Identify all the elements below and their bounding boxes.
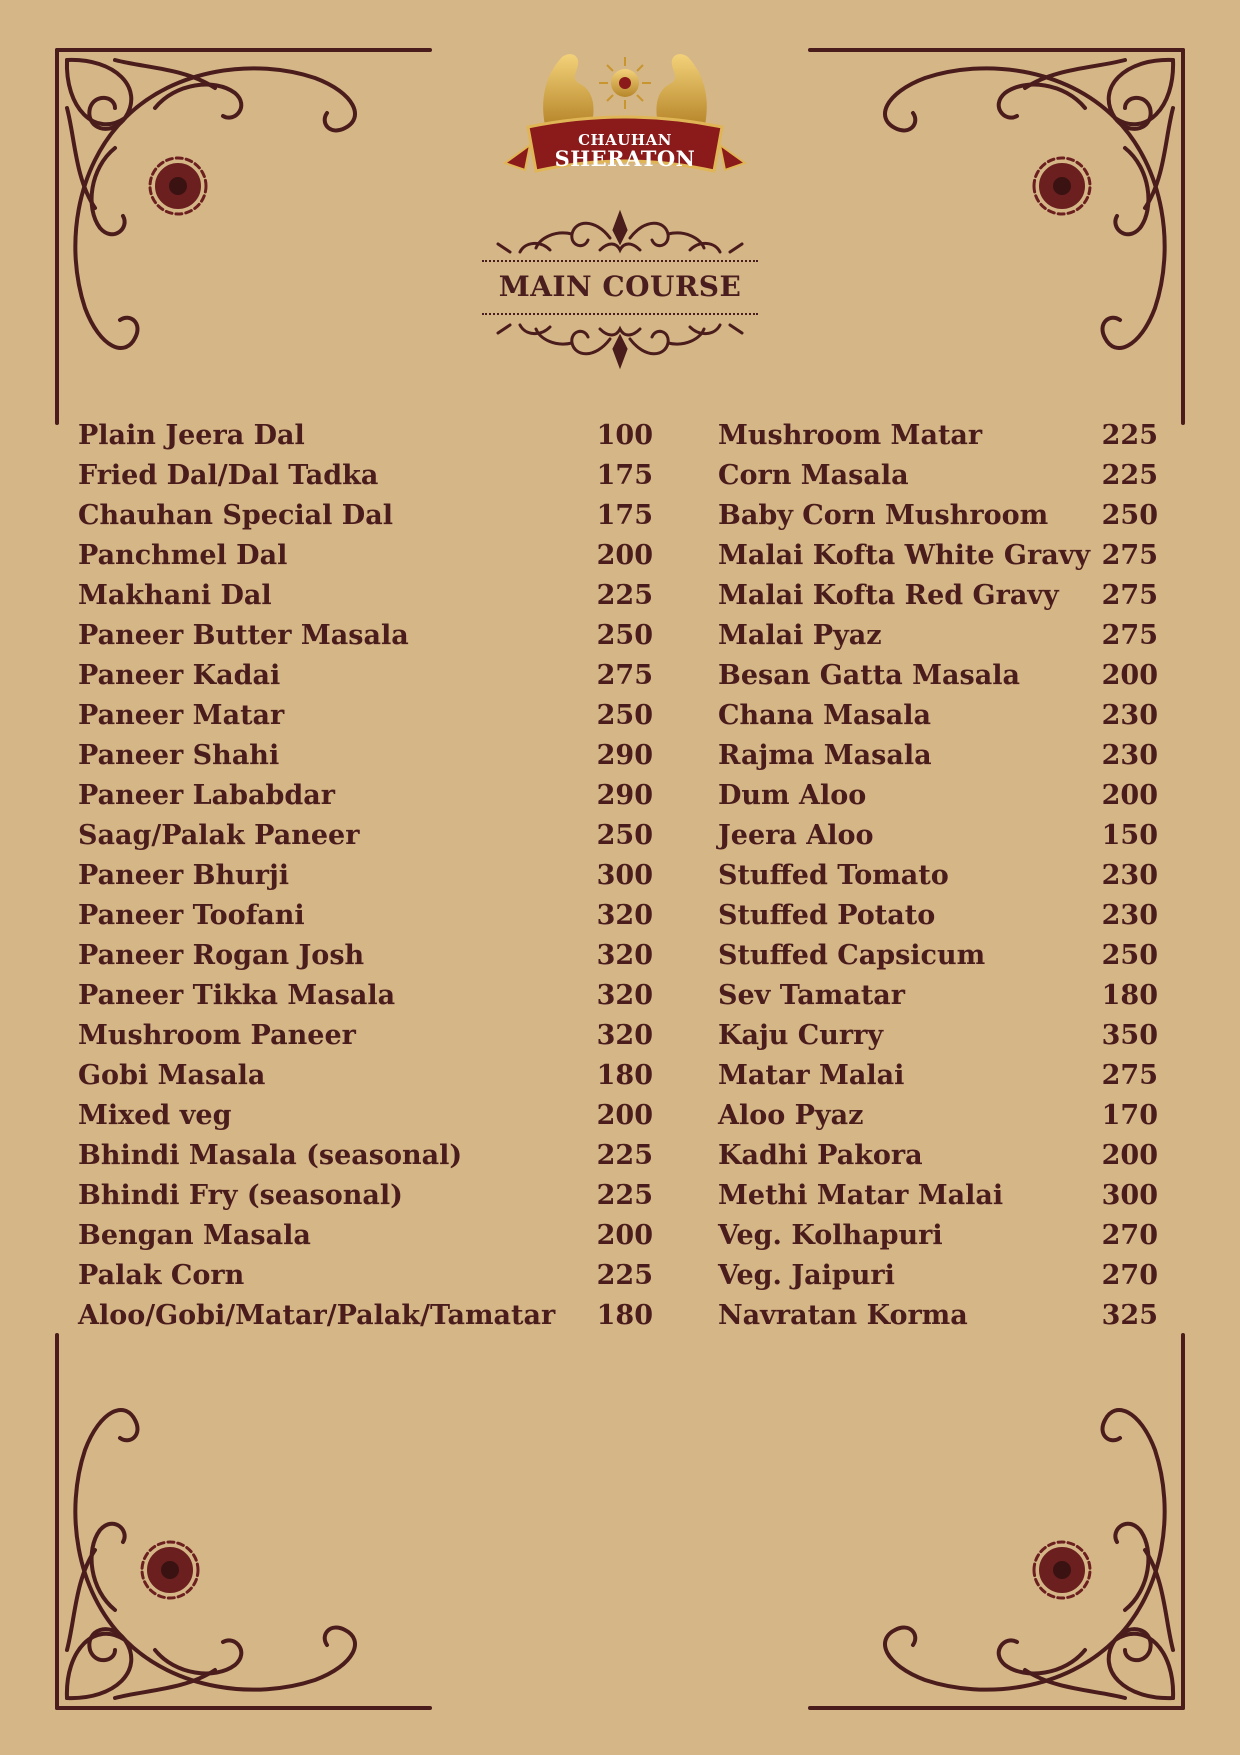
menu-item-name: Baby Corn Mushroom (718, 500, 1049, 531)
menu-item-name: Stuffed Capsicum (718, 940, 986, 971)
menu-item-price: 250 (1101, 940, 1158, 971)
menu-item-name: Paneer Bhurji (78, 860, 290, 891)
menu-item (718, 1096, 1158, 1136)
menu-item-price: 180 (596, 1300, 653, 1331)
menu-item-name: Veg. Kolhapuri (718, 1220, 943, 1251)
menu-item-price: 290 (596, 780, 653, 811)
menu-item-price: 225 (596, 580, 653, 611)
menu-item-price: 225 (596, 1140, 653, 1171)
menu-item-name: Matar Malai (718, 1060, 905, 1091)
menu-item (718, 576, 1158, 616)
menu-item-price: 250 (596, 700, 653, 731)
menu-item (718, 856, 1158, 896)
menu-item-name: Malai Pyaz (718, 620, 882, 651)
menu-item (718, 416, 1158, 456)
menu-item-price: 175 (596, 500, 653, 531)
menu-item-price: 300 (1101, 1180, 1158, 1211)
menu-item (78, 656, 653, 696)
menu-item (78, 776, 653, 816)
menu-item-name: Fried Dal/Dal Tadka (78, 460, 379, 491)
menu-item-price: 270 (1101, 1260, 1158, 1291)
menu-item (78, 576, 653, 616)
menu-item-name: Rajma Masala (718, 740, 932, 771)
section-heading-block (480, 208, 760, 398)
menu-item (78, 1016, 653, 1056)
menu-item (78, 1176, 653, 1216)
menu-item-name: Paneer Shahi (78, 740, 280, 771)
menu-item (78, 816, 653, 856)
menu-item-name: Makhani Dal (78, 580, 272, 611)
menu-item-price: 250 (596, 620, 653, 651)
menu-item-price: 225 (1101, 460, 1158, 491)
corner-ornament-top-left (55, 48, 435, 438)
menu-item (78, 736, 653, 776)
menu-item-price: 320 (596, 900, 653, 931)
menu-item-price: 230 (1101, 700, 1158, 731)
menu-item-name: Mixed veg (78, 1100, 232, 1131)
menu-column-left (78, 416, 653, 1336)
menu-item-name: Paneer Tikka Masala (78, 980, 396, 1011)
menu-item (78, 976, 653, 1016)
menu-item-price: 275 (1101, 580, 1158, 611)
menu-item-price: 250 (596, 820, 653, 851)
menu-item-price: 275 (596, 660, 653, 691)
section-title: MAIN COURSE (498, 270, 742, 303)
menu-item (78, 1216, 653, 1256)
menu-item-price: 275 (1101, 540, 1158, 571)
menu-item-price: 225 (596, 1180, 653, 1211)
menu-item-name: Aloo Pyaz (718, 1100, 864, 1131)
menu-item-price: 320 (596, 980, 653, 1011)
menu-item-price: 350 (1101, 1020, 1158, 1051)
menu-item-name: Kaju Curry (718, 1020, 884, 1051)
menu-item-name: Navratan Korma (718, 1300, 968, 1331)
menu-item-price: 275 (1101, 1060, 1158, 1091)
brand-logo (500, 45, 750, 185)
menu-item-name: Malai Kofta Red Gravy (718, 580, 1059, 611)
menu-item-price: 200 (596, 1220, 653, 1251)
menu-item-name: Chauhan Special Dal (78, 500, 393, 531)
flourish-top-icon (480, 208, 760, 260)
menu-item-price: 180 (596, 1060, 653, 1091)
menu-item (718, 1256, 1158, 1296)
menu-item-name: Kadhi Pakora (718, 1140, 923, 1171)
menu-item-price: 320 (596, 1020, 653, 1051)
menu-item (718, 1016, 1158, 1056)
menu-item-price: 200 (596, 1100, 653, 1131)
menu-item (718, 776, 1158, 816)
menu-item-price: 150 (1101, 820, 1158, 851)
menu-item (78, 416, 653, 456)
menu-item-price: 290 (596, 740, 653, 771)
menu-item (78, 936, 653, 976)
menu-item-name: Stuffed Tomato (718, 860, 949, 891)
menu-item-name: Plain Jeera Dal (78, 420, 305, 451)
menu-item-price: 230 (1101, 860, 1158, 891)
menu-item-name: Veg. Jaipuri (718, 1260, 895, 1291)
corner-ornament-bottom-right (805, 1320, 1185, 1710)
menu-item-name: Bhindi Masala (seasonal) (78, 1140, 463, 1171)
menu-item (78, 536, 653, 576)
menu-item (718, 1136, 1158, 1176)
menu-item (78, 1136, 653, 1176)
menu-item (718, 1216, 1158, 1256)
menu-item-name: Paneer Toofani (78, 900, 305, 931)
menu-item-name: Paneer Matar (78, 700, 285, 731)
brand-name-line2: SHERATON (554, 146, 696, 171)
menu-item-name: Jeera Aloo (718, 820, 874, 851)
menu-item-price: 230 (1101, 900, 1158, 931)
menu-item-name: Methi Matar Malai (718, 1180, 1004, 1211)
menu-item-price: 200 (1101, 660, 1158, 691)
flourish-bottom-icon (480, 315, 760, 371)
menu-item (78, 616, 653, 656)
corner-ornament-bottom-left (55, 1320, 435, 1710)
menu-item-name: Malai Kofta White Gravy (718, 540, 1091, 571)
menu-item-price: 325 (1101, 1300, 1158, 1331)
menu-item (78, 896, 653, 936)
menu-item-name: Panchmel Dal (78, 540, 288, 571)
menu-item (718, 696, 1158, 736)
menu-item-price: 225 (596, 1260, 653, 1291)
menu-item-price: 175 (596, 460, 653, 491)
menu-item (78, 856, 653, 896)
menu-item-name: Stuffed Potato (718, 900, 936, 931)
menu-item-name: Chana Masala (718, 700, 931, 731)
menu-item-name: Aloo/Gobi/Matar/Palak/Tamatar (78, 1300, 556, 1331)
menu-item (718, 1176, 1158, 1216)
menu-item-price: 200 (1101, 780, 1158, 811)
menu-item (718, 1056, 1158, 1096)
menu-item (718, 456, 1158, 496)
menu-item-price: 225 (1101, 420, 1158, 451)
menu-item (718, 616, 1158, 656)
menu-item (718, 536, 1158, 576)
menu-item (78, 496, 653, 536)
menu-item-name: Mushroom Matar (718, 420, 983, 451)
menu-item-name: Sev Tamatar (718, 980, 906, 1011)
menu-item-name: Gobi Masala (78, 1060, 266, 1091)
menu-item (78, 456, 653, 496)
menu-item-name: Corn Masala (718, 460, 909, 491)
corner-ornament-top-right (805, 48, 1185, 438)
menu-item-price: 230 (1101, 740, 1158, 771)
menu-item-name: Mushroom Paneer (78, 1020, 356, 1051)
menu-item (78, 1056, 653, 1096)
menu-column-right (718, 416, 1158, 1336)
menu-item-name: Besan Gatta Masala (718, 660, 1020, 691)
menu-item-price: 320 (596, 940, 653, 971)
menu-item-price: 100 (596, 420, 653, 451)
menu-item-name: Paneer Rogan Josh (78, 940, 365, 971)
menu-item-name: Dum Aloo (718, 780, 867, 811)
menu-item (718, 896, 1158, 936)
menu-item-price: 200 (1101, 1140, 1158, 1171)
menu-item (718, 976, 1158, 1016)
menu-item-name: Bhindi Fry (seasonal) (78, 1180, 403, 1211)
menu-item-price: 170 (1101, 1100, 1158, 1131)
menu-item-price: 250 (1101, 500, 1158, 531)
menu-item-price: 200 (596, 540, 653, 571)
menu-item (78, 1296, 653, 1336)
menu-item-name: Paneer Lababdar (78, 780, 336, 811)
brand-name-line1: CHAUHAN (578, 131, 672, 149)
menu-item (718, 936, 1158, 976)
menu-item (718, 656, 1158, 696)
menu-item-price: 300 (596, 860, 653, 891)
menu-item-name: Paneer Kadai (78, 660, 281, 691)
menu-item (78, 1256, 653, 1296)
menu-item-price: 270 (1101, 1220, 1158, 1251)
menu-item-name: Paneer Butter Masala (78, 620, 409, 651)
heading-rule-top (482, 260, 758, 262)
menu-item (718, 1296, 1158, 1336)
menu-item-price: 180 (1101, 980, 1158, 1011)
menu-item-name: Saag/Palak Paneer (78, 820, 360, 851)
menu-item-name: Bengan Masala (78, 1220, 311, 1251)
menu-item (718, 816, 1158, 856)
menu-item (718, 736, 1158, 776)
menu-item-price: 275 (1101, 620, 1158, 651)
menu-item (78, 1096, 653, 1136)
menu-item (718, 496, 1158, 536)
menu-item-name: Palak Corn (78, 1260, 245, 1291)
menu-item (78, 696, 653, 736)
